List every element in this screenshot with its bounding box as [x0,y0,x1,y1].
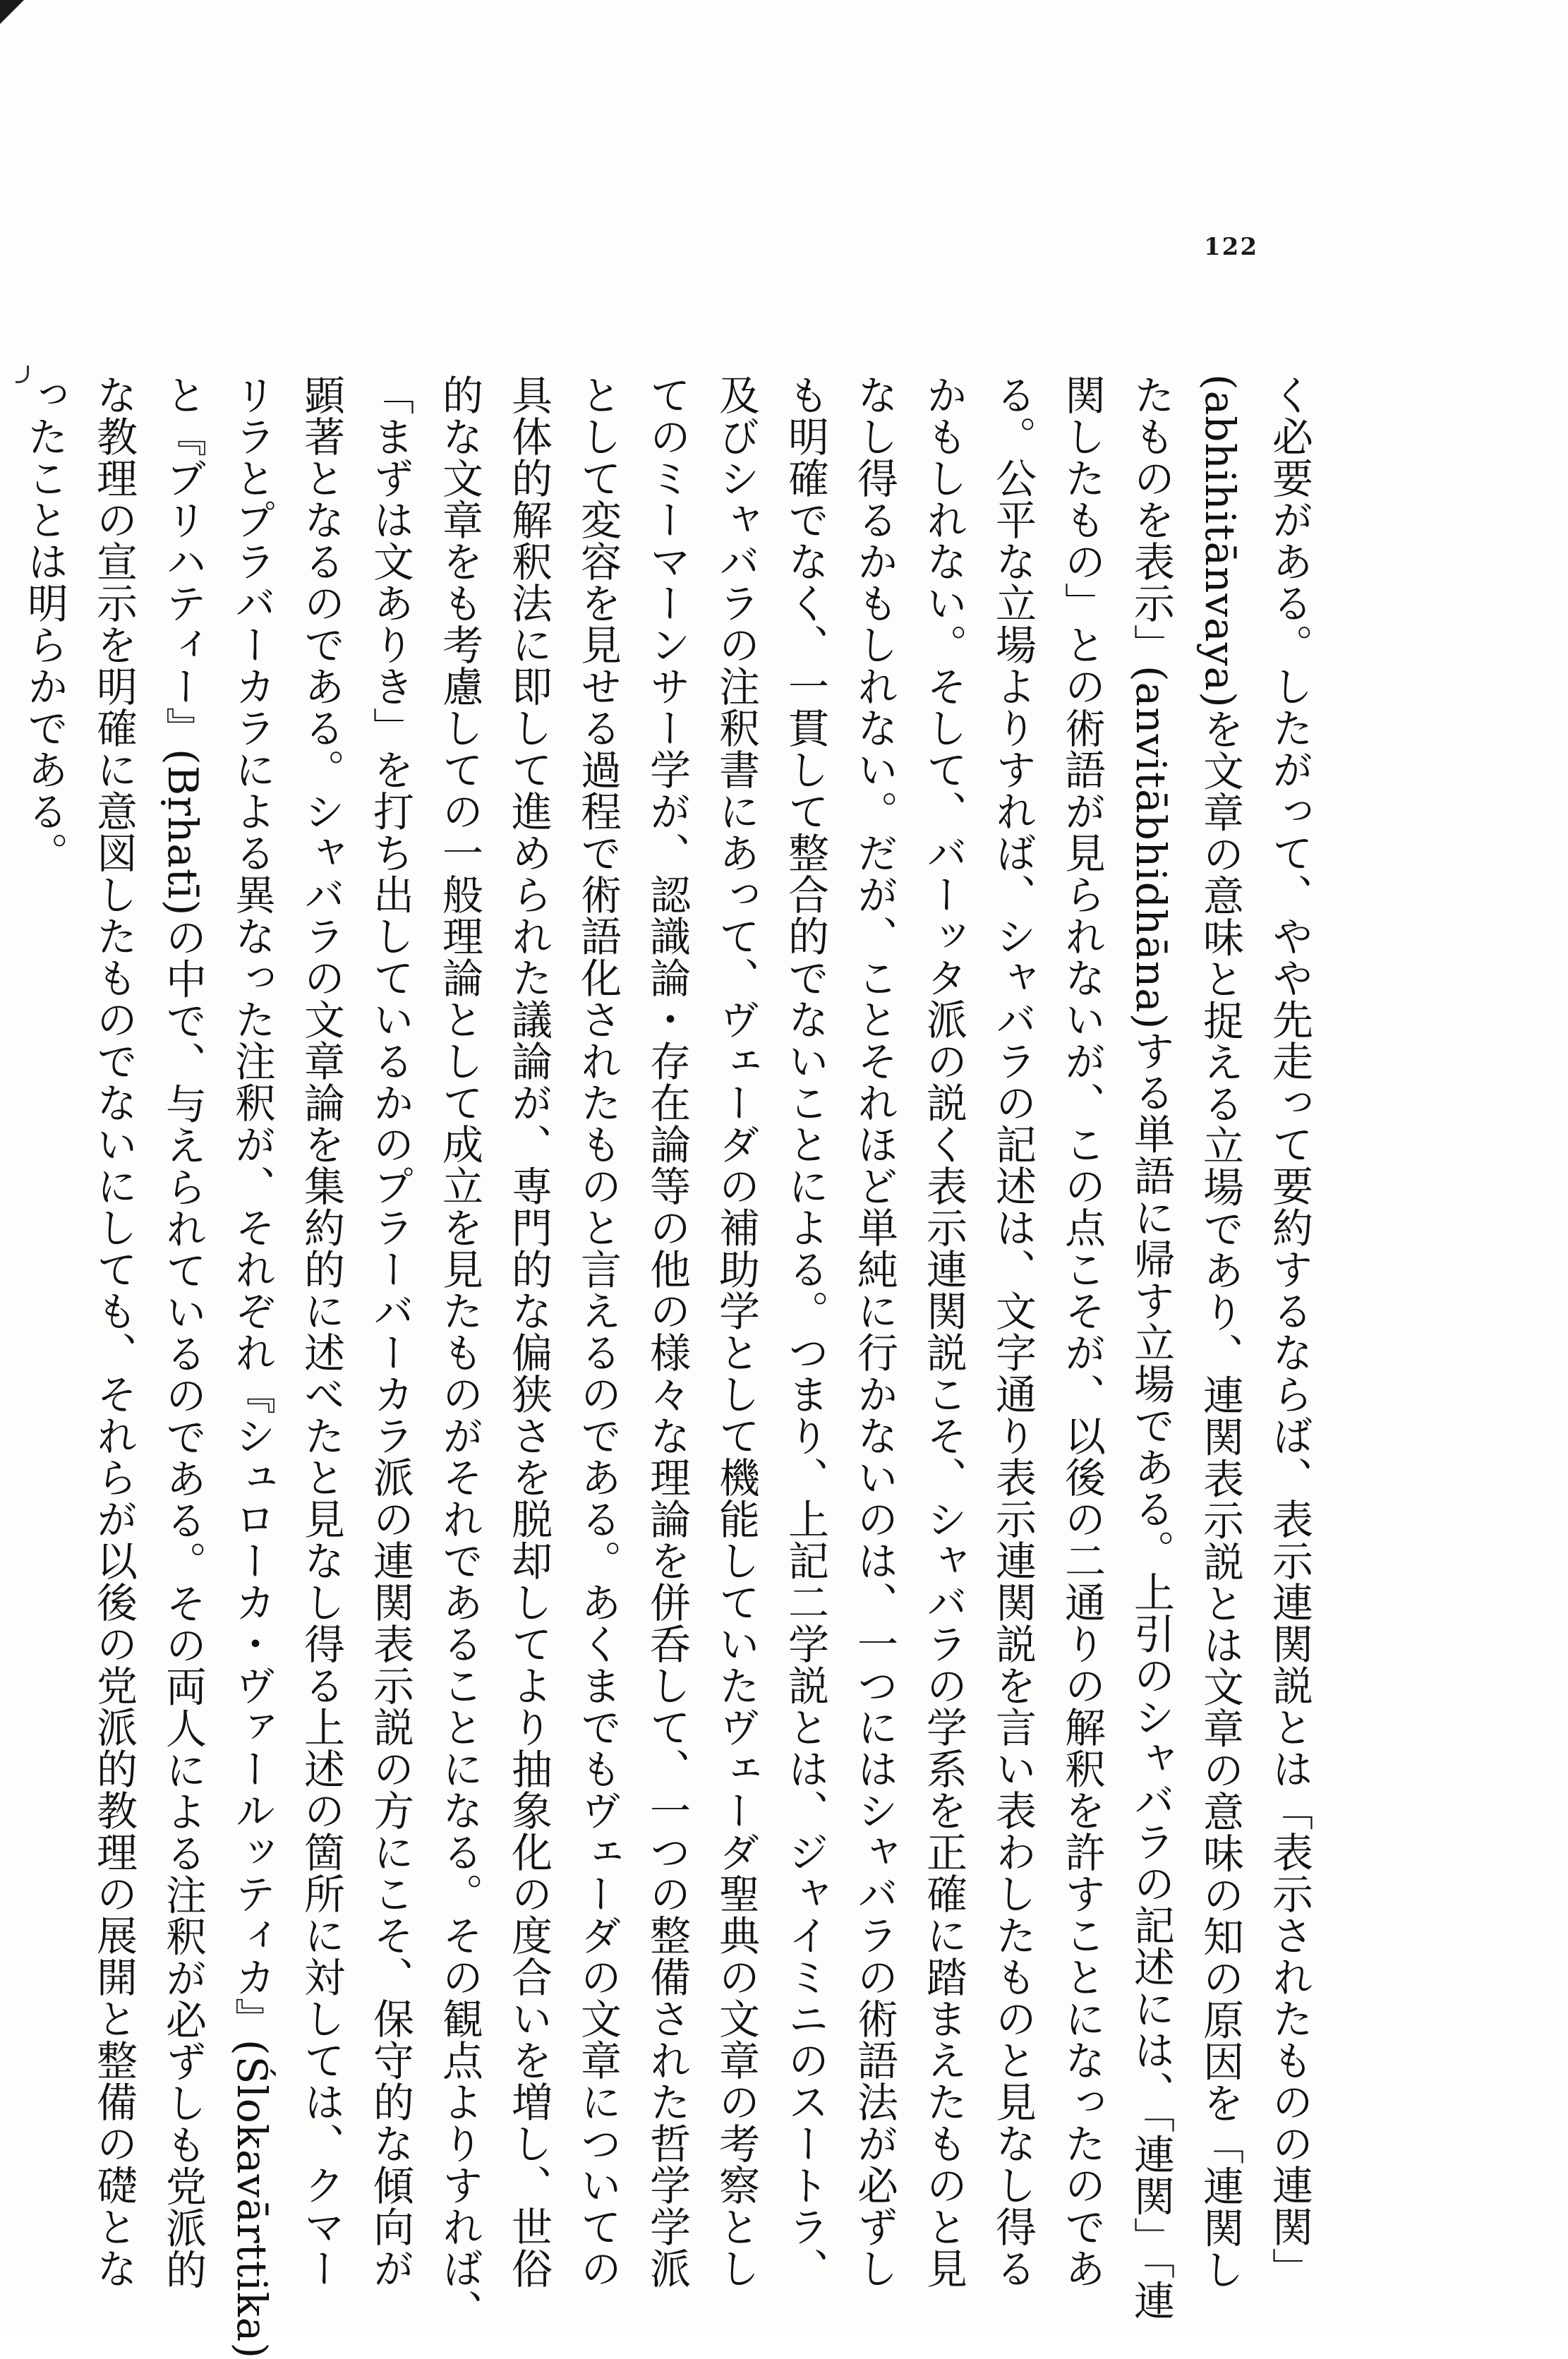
text-line: 具体的解釈法に即して進められた議論が、専門的な偏狭さを脱却してより抽象化の度合いを増し、世俗 [505,374,553,2289]
text-line: る。公平な立場よりすれば、シャバラの記述は、文字通り表示連関説を言い表わしたものと見なし得る [989,374,1037,2289]
text-line: リラとプラバーカラによる異なった注釈が、それぞれ『シュローカ・ヴァールッティカ』(Ślokavārttika) [228,374,276,2359]
body-text [10,374,1324,2359]
text-line: (abhihitānvaya)を文章の意味と捉える立場であり、連関表示説とは文章の意味の知の原因を「連関し [1196,374,1244,2291]
text-line: かもしれない。そして、バーッタ派の説く表示連関説こそ、シャバラの学系を正確に踏まえたものと見 [919,374,967,2289]
text-line: てのミーマーンサー学が、認識論・存在論等の他の様々な理論を併呑して、一つの整備された哲学学派 [643,374,691,2289]
text-line: 「まずは文ありき」を打ち出しているかのプラーバーカラ派の連関表示説の方にこそ、保守的な傾向が [366,374,414,2289]
text-line: と『ブリハティー』(Bṛhatī)の中で、与えられているのである。その両人による注釈が必ずしも党派的 [159,374,207,2291]
text-line: な教理の宣示を明確に意図したものでないにしても、それらが以後の党派的教理の展開と整備の礎とな [90,374,138,2289]
text-line: として変容を見せる過程で術語化されたものと言えるのである。あくまでもヴェーダの文章についての [574,374,622,2289]
page-number: 122 [1204,233,1258,261]
text-line: も明確でなく、一貫して整合的でないことによる。つまり、上記二学説とは、ジャイミニのスートラ、 [781,374,829,2289]
corner-mark [0,0,24,24]
text-line: 顕著となるのである。シャバラの文章論を集約的に述べたと見なし得る上述の箇所に対しては、クマー [297,374,345,2289]
text-line: なし得るかもしれない。だが、ことそれほど単純に行かないのは、一つにはシャバラの術語法が必ずし [850,374,898,2289]
text-line: たものを表示」(anvitābhidhāna)する単語に帰す立場である。上引のシャバラの記述には、「連関」「連 [1127,374,1175,2322]
text-line: 関したもの」との術語が見られないが、この点こそが、以後の二通りの解釈を許すことになったのであ [1058,374,1106,2289]
text-line: 的な文章をも考慮しての一般理論として成立を見たものがそれであることになる。その観点よりすれば、 [435,374,483,2331]
text-line: ったことは明らかである。 [20,374,68,874]
text-line: 及びシャバラの注釈書にあって、ヴェーダの補助学として機能していたヴェーダ聖典の文章の考察とし [712,374,760,2289]
text-line: く必要がある。したがって、やや先走って要約するならば、表示連関説とは「表示されたものの連関」 [1265,374,1313,2289]
